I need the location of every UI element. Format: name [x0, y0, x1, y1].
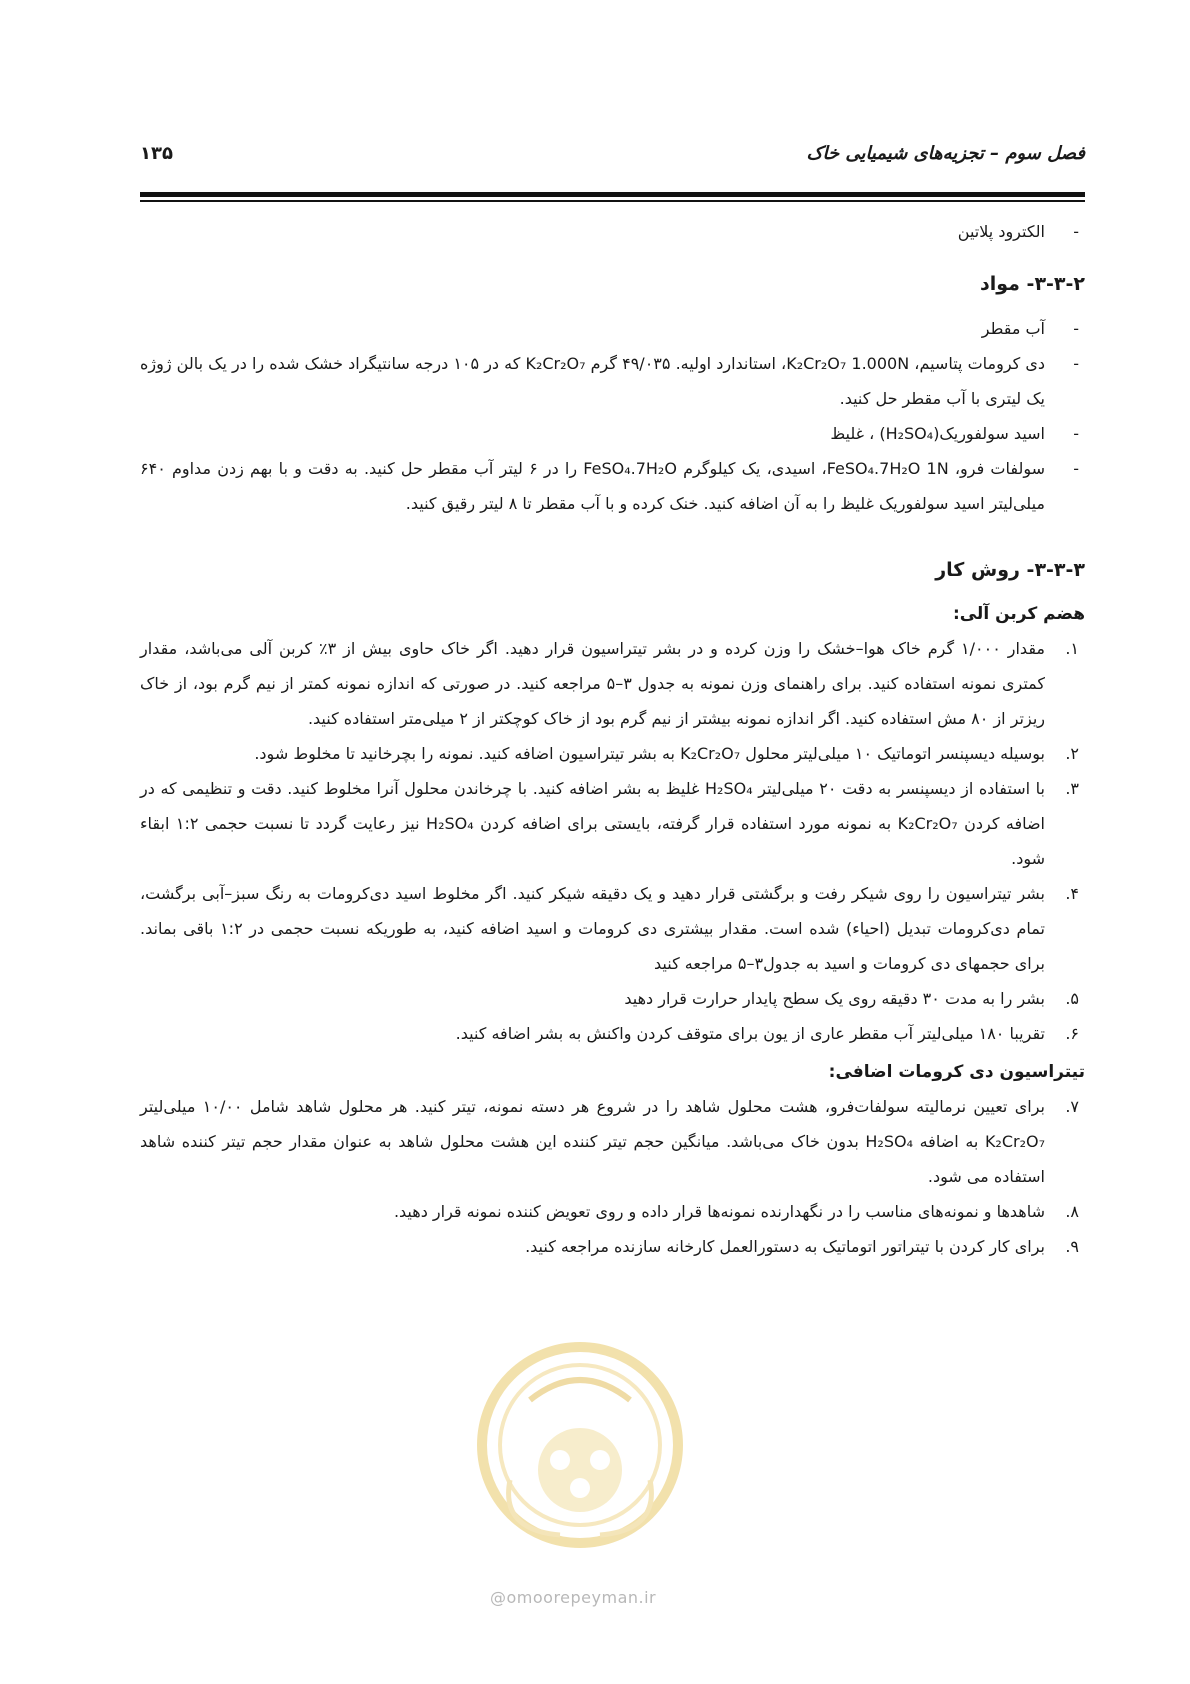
- item-number: ۶.: [1065, 1024, 1079, 1043]
- numbered-item: [140, 736, 1085, 771]
- section-heading-method: ۳-۳-۳- روش کار: [935, 559, 1085, 581]
- item-text: برای تعیین نرمالیته سولفات‌فرو، هشت محلول شاهد را در شروع هر دسته نمونه، تیتر کنید. هر محلول شاهد شامل ۱۰/۰۰ میلی‌لیتر K₂Cr₂O₇ به اضافه H₂SO₄ بدون خاک می‌باشد. میانگین حجم تیتر کننده این هشت محلول شاهد به عنوان مقدار حجم تیتر کننده شاهد استفاده می شود.: [140, 1097, 1046, 1186]
- item-number: ۱.: [1065, 639, 1079, 658]
- item-number: ۵.: [1065, 989, 1079, 1008]
- bullet-marker: -: [1073, 354, 1079, 373]
- bullet-marker: -: [1073, 319, 1079, 338]
- list-item-text: الکترود پلاتین: [957, 222, 1045, 241]
- numbered-item: [140, 1229, 1085, 1264]
- page-header: [140, 143, 1085, 175]
- list-item: [140, 416, 1085, 451]
- bullet-marker: -: [1073, 459, 1079, 478]
- list-item: [140, 451, 1085, 521]
- bullet-marker: -: [1073, 222, 1079, 241]
- item-text: تقریبا ۱۸۰ میلی‌لیتر آب مقطر عاری از یون برای متوقف کردن واکنش به بشر اضافه کنید.: [455, 1024, 1045, 1043]
- body-content: [140, 214, 1085, 1264]
- subsection-heading-titration: تیتراسیون دی کرومات اضافی:: [828, 1062, 1085, 1082]
- item-number: ۳.: [1065, 779, 1079, 798]
- item-number: ۷.: [1065, 1097, 1079, 1116]
- item-text: مقدار ۱/۰۰۰ گرم خاک هوا–خشک را وزن کرده و در بشر تیتراسیون قرار دهید. اگر خاک حاوی بیش از ۳٪ کربن آلی می‌باشد، مقدار کمتری نمونه استفاده کنید. برای راهنمای وزن نمونه به جدول ۳–۵ مراجعه کنید. در صورتی که اندازه نمونه کمتر از نیم گرم بود، از خاک ریزتر از ۸۰ مش استفاده کنید. اگر اندازه نمونه بیشتر از نیم گرم بود از خاک کوچکتر از ۲ میلی‌متر استفاده کنید.: [140, 639, 1046, 728]
- item-text: شاهدها و نمونه‌های مناسب را در نگهدارنده نمونه‌ها قرار داده و روی تعویض کننده نمونه قرار دهید.: [393, 1202, 1045, 1221]
- subsection-heading-digestion: هضم کربن آلی:: [952, 604, 1085, 624]
- list-item: [140, 346, 1085, 416]
- watermark-seal-icon: [470, 1330, 690, 1560]
- numbered-item: [140, 631, 1085, 736]
- section-heading-materials: ۳-۳-۲- مواد: [979, 273, 1085, 295]
- chapter-title: فصل سوم – تجزیه‌های شیمیایی خاک: [806, 143, 1085, 164]
- list-item-text: اسید سولفوریک(H₂SO₄) ، غلیظ: [830, 424, 1045, 443]
- numbered-item: [140, 1089, 1085, 1194]
- numbered-item: [140, 771, 1085, 876]
- item-number: ۸.: [1065, 1202, 1079, 1221]
- list-item-text: آب مقطر: [981, 319, 1045, 338]
- bullet-marker: -: [1073, 424, 1079, 443]
- numbered-item: [140, 981, 1085, 1016]
- list-item-text: سولفات فرو، FeSO₄.7H₂O 1N، اسیدی، یک کیلوگرم FeSO₄.7H₂O را در ۶ لیتر آب مقطر حل کنید. به دقت و با بهم زدن مداوم ۶۴۰ میلی‌لیتر اسید سولفوریک غلیظ را به آن اضافه کنید. خنک کرده و با آب مقطر تا ۸ لیتر رقیق کنید.: [140, 459, 1046, 513]
- item-number: ۹.: [1065, 1237, 1079, 1256]
- item-text: برای کار کردن با تیتراتور اتوماتیک به دستورالعمل کارخانه سازنده مراجعه کنید.: [525, 1237, 1045, 1256]
- item-text: بشر را به مدت ۳۰ دقیقه روی یک سطح پایدار حرارت قرار دهید: [624, 989, 1045, 1008]
- item-text: بوسیله دیسپنسر اتوماتیک ۱۰ میلی‌لیتر محلول K₂Cr₂O₇ به بشر تیتراسیون اضافه کنید. نمونه را بچرخانید تا مخلوط شود.: [254, 744, 1045, 763]
- page-number: ۱۳۵: [140, 143, 173, 164]
- header-rule-thin: [140, 200, 1085, 202]
- item-number: ۲.: [1065, 744, 1079, 763]
- list-item-text: دی کرومات پتاسیم، K₂Cr₂O₇ 1.000N، استاندارد اولیه. ۴۹/۰۳۵ گرم K₂Cr₂O₇ که در ۱۰۵ درجه سانتیگراد خشک شده را در یک بالن ژوژه یک لیتری با آب مقطر حل کنید.: [140, 354, 1046, 408]
- numbered-item: [140, 1194, 1085, 1229]
- header-rule-thick: [140, 192, 1085, 197]
- numbered-item: [140, 1016, 1085, 1051]
- item-text: بشر تیتراسیون را روی شیکر رفت و برگشتی قرار دهید و یک دقیقه شیکر کنید. اگر مخلوط اسید دی‌کرومات به رنگ سبز–آبی برگشت، تمام دی‌کرومات تبدیل (احیاء) شده است. مقدار بیشتری دی کرومات و اسید اضافه کنید، به طوریکه نسبت حجمی در ۱:۲ باقی بماند. برای حجمهای دی کرومات و اسید به جدول۳–۵ مراجعه کنید: [140, 884, 1046, 973]
- item-text: با استفاده از دیسپنسر به دقت ۲۰ میلی‌لیتر H₂SO₄ غلیظ به بشر اضافه کنید. با چرخاندن محلول آنرا مخلوط کنید. دقت و تنظیمی که در اضافه کردن K₂Cr₂O₇ به نمونه مورد استفاده قرار گرفته، بایستی برای اضافه کردن H₂SO₄ نیز رعایت گردد تا نسبت حجمی ۱:۲ ابقاء شود.: [140, 779, 1046, 868]
- numbered-item: [140, 876, 1085, 981]
- item-number: ۴.: [1065, 884, 1079, 903]
- list-item: [140, 214, 1085, 249]
- list-item: [140, 311, 1085, 346]
- watermark-url: @omoorepeyman.ir: [490, 1588, 657, 1607]
